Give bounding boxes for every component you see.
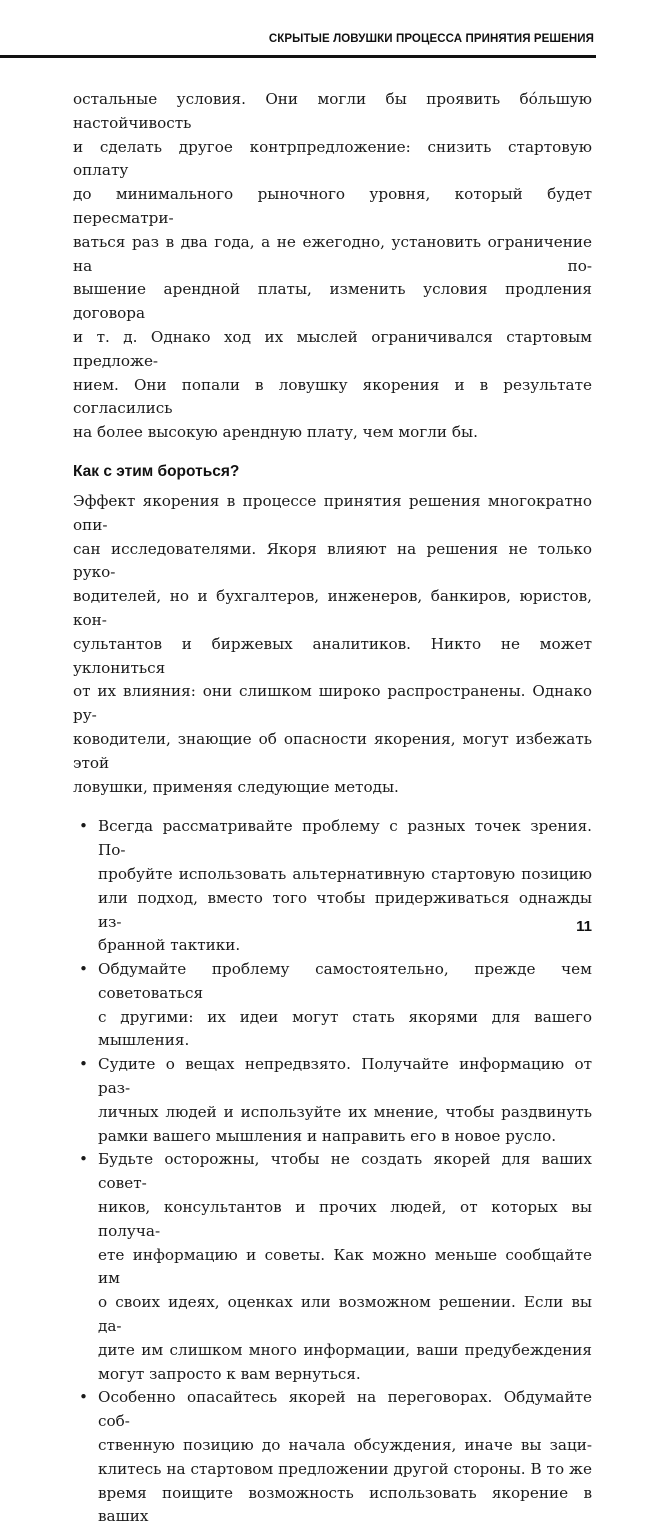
text-line: до минимального рыночного уровня, который будет пересматри- bbox=[73, 185, 592, 227]
text-line: бранной тактики. bbox=[98, 936, 241, 955]
text-line: и т. д. Однако ход их мыслей ограничивался стартовым предложе- bbox=[73, 327, 592, 370]
list-item bbox=[73, 815, 592, 958]
text-line: Всегда рассматривайте проблему с разных точек зрения. По- bbox=[98, 817, 592, 860]
text-line: нием. Они попали в ловушку якорения и в результате согласились bbox=[73, 375, 592, 418]
section-heading: Как с этим бороться? bbox=[73, 462, 240, 480]
page-number: 11 bbox=[576, 918, 592, 935]
list-item bbox=[73, 1148, 592, 1386]
text-line: от их влияния: они слишком широко распространены. Однако ру- bbox=[73, 682, 592, 725]
methods-list bbox=[73, 815, 592, 1529]
text-line: могут запросто к вам вернуться. bbox=[98, 1364, 361, 1383]
list-item bbox=[73, 958, 592, 1053]
header-rule bbox=[0, 55, 596, 58]
text-line: ководители, знающие об опасности якорения, могут избежать этой bbox=[73, 729, 592, 772]
text-line: дите им слишком много информации, ваши предубеждения bbox=[98, 1340, 592, 1359]
text-line: ственную позицию до начала обсуждения, иначе вы заци- bbox=[98, 1436, 592, 1455]
text-line: на более высокую арендную плату, чем могли бы. bbox=[73, 423, 478, 442]
text-line: Особенно опасайтесь якорей на переговорах. Обдумайте соб- bbox=[98, 1388, 592, 1431]
text-line: и сделать другое контрпредложение: снизить стартовую оплату bbox=[73, 137, 592, 180]
text-line: Эффект якорения в процессе принятия решения многократно опи- bbox=[73, 491, 592, 534]
text-line: Судите о вещах непредвзято. Получайте информацию от раз- bbox=[98, 1055, 592, 1098]
text-line: сультантов и биржевых аналитиков. Никто не может уклониться bbox=[73, 634, 592, 677]
text-line: рамки вашего мышления и направить его в новое русло. bbox=[98, 1126, 557, 1145]
text-line: пробуйте использовать альтернативную стартовую позицию bbox=[98, 864, 592, 883]
bullet-icon: • bbox=[79, 1150, 88, 1169]
text-line: ловушки, применяя следующие методы. bbox=[73, 777, 399, 796]
text-line: клитесь на стартовом предложении другой стороны. В то же bbox=[98, 1459, 592, 1478]
running-header: СКРЫТЫЕ ЛОВУШКИ ПРОЦЕССА ПРИНЯТИЯ РЕШЕНИЯ bbox=[268, 33, 594, 45]
text-line: с другими: их идеи могут стать якорями для вашего мышления. bbox=[98, 1007, 592, 1050]
text-line: вышение арендной платы, изменить условия продления договора bbox=[73, 280, 592, 323]
paragraph-continuation bbox=[73, 88, 592, 445]
paragraph-methods-intro bbox=[73, 490, 592, 799]
text-line: ете информацию и советы. Как можно меньше сообщайте им bbox=[98, 1245, 592, 1288]
text-line: Обдумайте проблему самостоятельно, прежде чем советоваться bbox=[98, 960, 592, 1002]
text-line: сан исследователями. Якоря влияют на решения не только руко- bbox=[73, 539, 592, 582]
list-item bbox=[73, 1386, 592, 1529]
text-line: Будьте осторожны, чтобы не создать якорей для ваших совет- bbox=[98, 1150, 592, 1193]
text-line: водителей, но и бухгалтеров, инженеров, банкиров, юристов, кон- bbox=[73, 587, 592, 629]
bullet-icon: • bbox=[79, 817, 88, 836]
text-line: остальные условия. Они могли бы проявить бо́льшую настойчивость bbox=[73, 90, 592, 132]
bullet-icon: • bbox=[79, 1055, 88, 1074]
bullet-icon: • bbox=[79, 1388, 88, 1407]
text-line: или подход, вместо того чтобы придерживаться однажды из- bbox=[98, 888, 592, 931]
text-line: время поищите возможность использовать якорение в ваших bbox=[98, 1483, 592, 1526]
bullet-icon: • bbox=[79, 960, 88, 979]
text-line: ваться раз в два года, а не ежегодно, установить ограничение на по- bbox=[73, 232, 592, 275]
text-line: личных людей и используйте их мнение, чтобы раздвинуть bbox=[98, 1102, 592, 1121]
body-text bbox=[73, 88, 592, 1529]
text-line: ников, консультантов и прочих людей, от которых вы получа- bbox=[98, 1198, 592, 1240]
text-line: о своих идеях, оценках или возможном решении. Если вы да- bbox=[98, 1293, 592, 1336]
list-item bbox=[73, 1053, 592, 1148]
